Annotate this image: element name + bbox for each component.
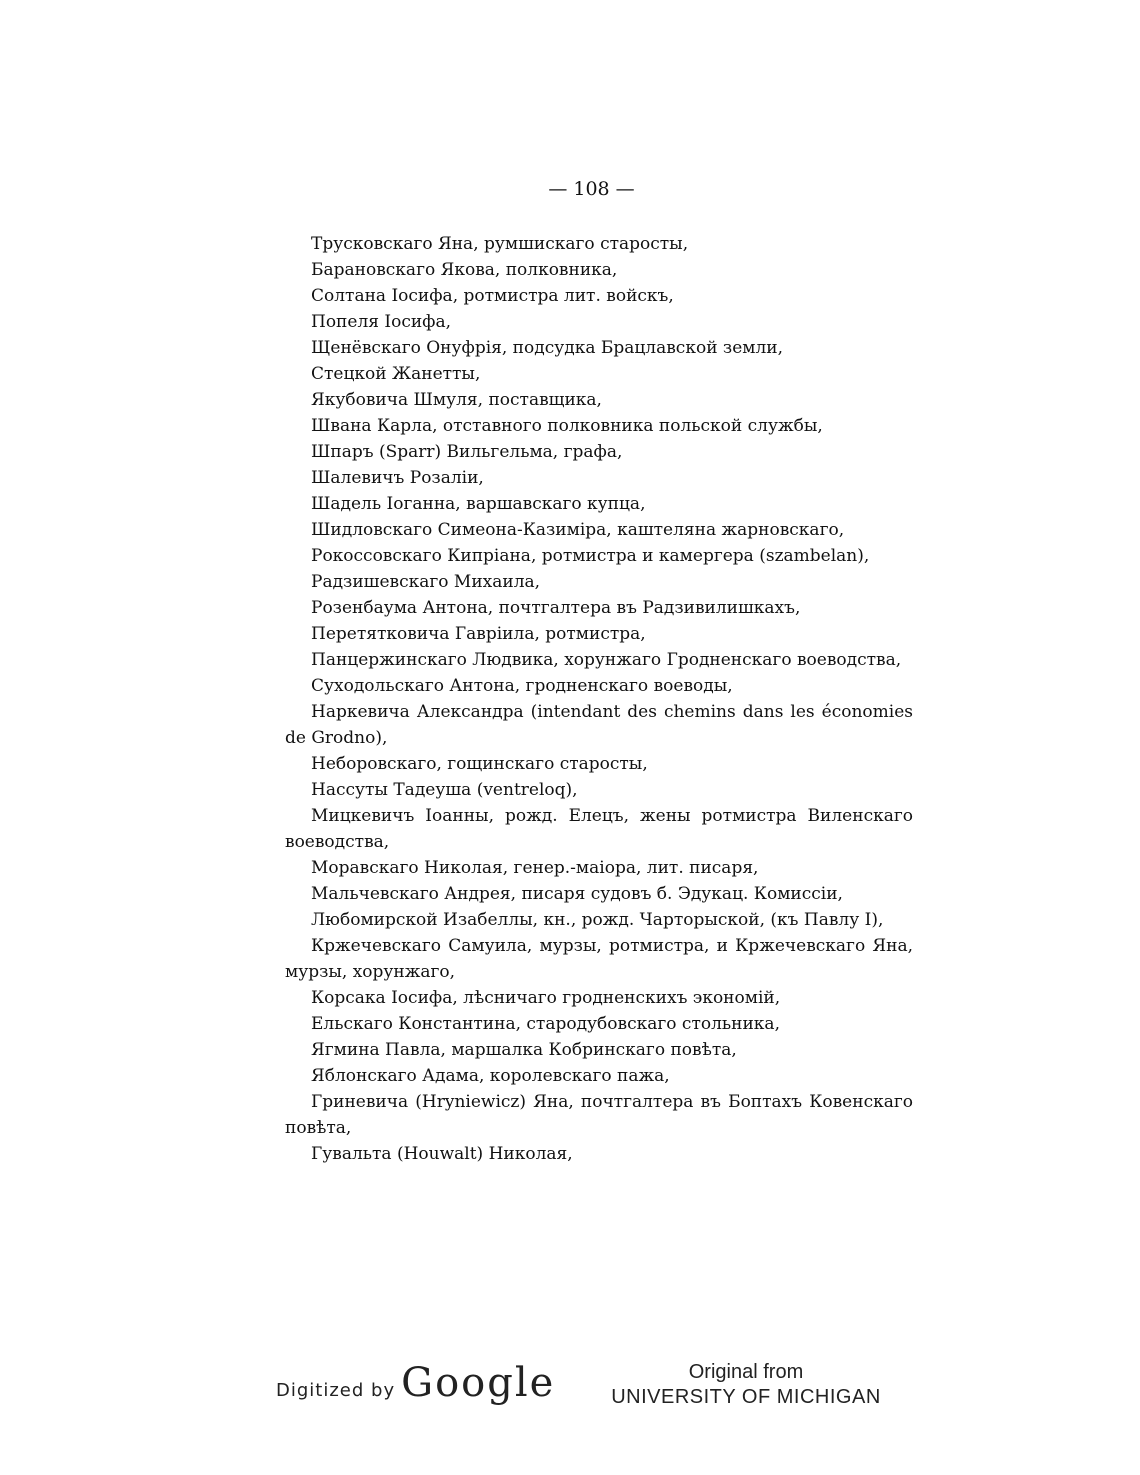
list-item: Нассуты Тадеуша (ventreloq), (311, 780, 578, 800)
university-label: UNIVERSITY OF MICHIGAN (611, 1386, 881, 1408)
digitized-by-google (276, 1360, 555, 1406)
list-item: Шпаръ (Sparr) Вильгельма, графа, (311, 442, 623, 462)
list-item: Розенбаума Антона, почтгалтера въ Радзивилишкахъ, (311, 598, 801, 618)
list-item: Гриневича (Hryniewicz) Яна, почтгалтера въ Боптахъ Ковенскаго повѣта, (285, 1092, 913, 1138)
list-item: Наркевича Александра (intendant des chemins dans les économies de Grodno), (285, 702, 913, 748)
list-item: Корсака Іосифа, лѣсничаго гродненскихъ экономій, (311, 988, 781, 1008)
list-item: Стецкой Жанетты, (311, 364, 481, 384)
list-item: Гувальта (Houwalt) Николая, (311, 1144, 573, 1164)
list-item: Ягмина Павла, маршалка Кобринскаго повѣта, (311, 1040, 737, 1060)
list-item: Моравскаго Николая, генер.-маіора, лит. писаря, (311, 858, 759, 878)
list-item: Мальчевскаго Андрея, писаря судовъ б. Эдукац. Комиссіи, (311, 884, 843, 904)
list-item: Трусковскаго Яна, румшискаго старосты, (311, 234, 689, 254)
list-item: Радзишевскаго Михаила, (311, 572, 541, 592)
entry-list (285, 231, 913, 1167)
list-item: Барановскаго Якова, полковника, (311, 260, 618, 280)
list-item: Ельскаго Константина, стародубовскаго стольника, (311, 1014, 780, 1034)
list-item: Попеля Іосифа, (311, 312, 452, 332)
page-number: — 108 — (548, 178, 635, 200)
list-item: Рокоссовскаго Кипріана, ротмистра и камергера (szambelan), (311, 546, 870, 566)
list-item: Солтана Іосифа, ротмистра лит. войскъ, (311, 286, 674, 306)
list-item: Перетятковича Гавріила, ротмистра, (311, 624, 646, 644)
list-item: Кржечевскаго Самуила, мурзы, ротмистра, и Кржечевскаго Яна, мурзы, хорунжаго, (285, 936, 913, 982)
list-item: Мицкевичъ Іоанны, рожд. Елецъ, жены ротмистра Виленскаго воеводства, (285, 806, 913, 852)
list-item: Якубовича Шмуля, поставщика, (311, 390, 602, 410)
list-item: Суходольскаго Антона, гродненскаго воеводы, (311, 676, 733, 696)
digitized-label: Digitized by (276, 1380, 396, 1401)
google-logo: Google (401, 1360, 556, 1406)
list-item: Шидловскаго Симеона-Казиміра, каштеляна жарновскаго, (311, 520, 845, 540)
list-item: Яблонскаго Адама, королевскаго пажа, (311, 1066, 670, 1086)
list-item: Любомирской Изабеллы, кн., рожд. Чарторыской, (къ Павлу I), (311, 910, 884, 930)
list-item: Шадель Іоганна, варшавскаго купца, (311, 494, 646, 514)
list-item: Щенёвскаго Онуфрія, подсудка Брацлавской земли, (311, 338, 784, 358)
original-source (610, 1360, 882, 1410)
list-item: Неборовскаго, гощинскаго старосты, (311, 754, 648, 774)
original-from-label: Original from (688, 1361, 804, 1383)
list-item: Швана Карла, отставного полковника польской службы, (311, 416, 823, 436)
list-item: Панцержинскаго Людвика, хорунжаго Гродненскаго воеводства, (311, 650, 902, 670)
list-item: Шалевичъ Розаліи, (311, 468, 484, 488)
